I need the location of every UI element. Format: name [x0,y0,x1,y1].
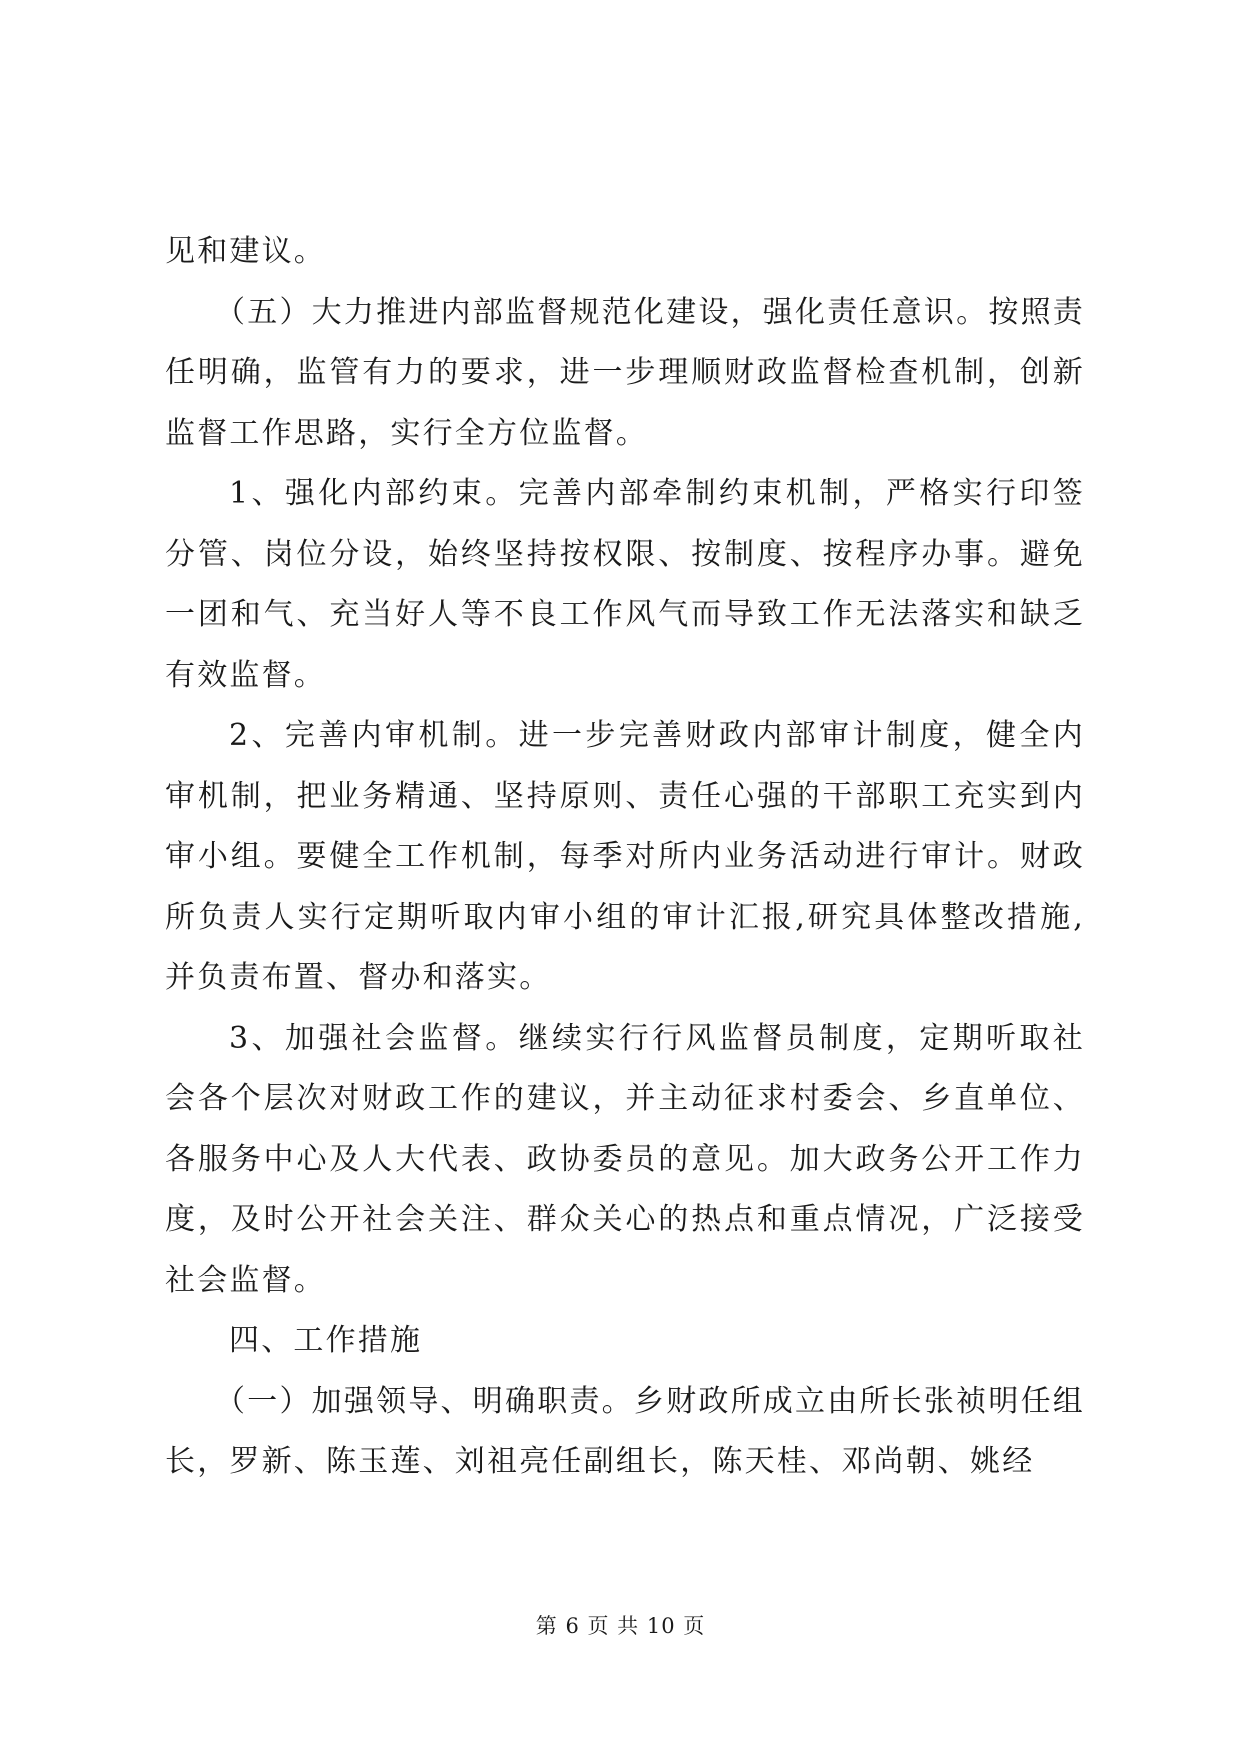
page-number-footer: 第 6 页 共 10 页 [535,1614,706,1638]
section-heading-work-measures: 四、工作措施 [229,1323,423,1358]
document-body [165,222,1085,1493]
paragraph-item-1: 1、强化内部约束。完善内部牵制约束机制，严格实行印签分管、岗位分设，始终坚持按权限、按制度、按程序办事。避免一团和气、充当好人等不良工作风气而导致工作无法落实和缺乏有效监督。 [165,476,1085,693]
paragraph-item-2: 2、完善内审机制。进一步完善财政内部审计制度，健全内审机制，把业务精通、坚持原则、责任心强的干部职工充实到内审小组。要健全工作机制，每季对所内业务活动进行审计。财政所负责人实行定期听取内审小组的审计汇报,研究具体整改措施,并负责布置、督办和落实。 [165,718,1085,995]
paragraph-section-one: （一）加强领导、明确职责。乡财政所成立由所长张祯明任组长，罗新、陈玉莲、刘祖亮任副组长，陈天桂、邓尚朝、姚经 [165,1383,1085,1479]
paragraph-section-five: （五）大力推进内部监督规范化建设，强化责任意识。按照责任明确，监管有力的要求，进一步理顺财政监督检查机制，创新监督工作思路，实行全方位监督。 [165,294,1085,451]
paragraph-item-3: 3、加强社会监督。继续实行行风监督员制度，定期听取社会各个层次对财政工作的建议，并主动征求村委会、乡直单位、各服务中心及人大代表、政协委员的意见。加大政务公开工作力度，及时公开社会关注、群众关心的热点和重点情况，广泛接受社会监督。 [165,1020,1085,1298]
paragraph-continuation: 见和建议。 [165,234,326,269]
